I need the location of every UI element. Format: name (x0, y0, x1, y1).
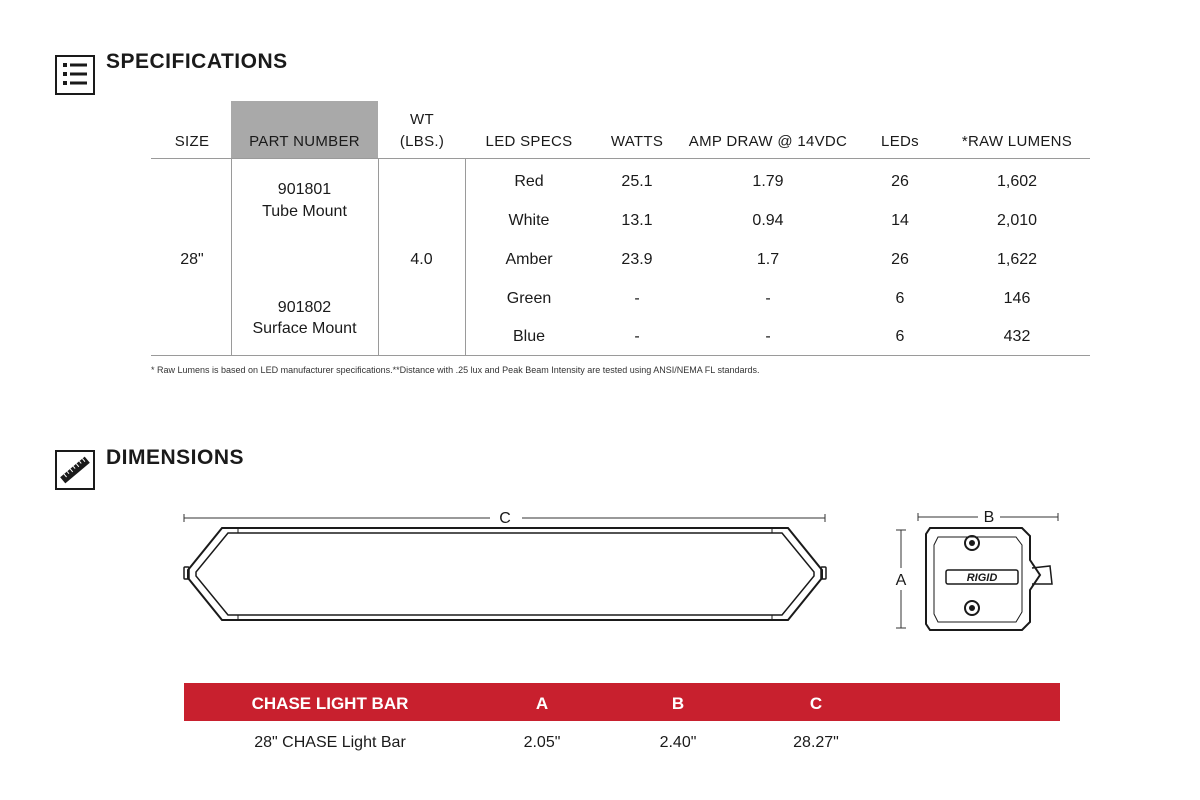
dim-row-c: 28.27" (793, 734, 839, 751)
led-spec-cell: White (508, 212, 550, 229)
lumens-cell: 146 (1003, 290, 1031, 307)
width-label: B (983, 509, 995, 526)
header-wt-line2: (LBS.) (399, 133, 445, 150)
length-label: C (499, 510, 511, 527)
led-spec-cell: Red (514, 173, 544, 190)
specifications-title: SPECIFICATIONS (106, 50, 288, 73)
lumens-cell: 1,602 (996, 173, 1038, 190)
dim-header-name: CHASE LIGHT BAR (251, 694, 409, 713)
amp-cell: - (765, 290, 771, 307)
dim-row-a: 2.05" (523, 734, 561, 751)
header-raw-lumens: *RAW LUMENS (961, 133, 1073, 150)
header-wt-line1: WT (410, 111, 434, 128)
header-amp-draw: AMP DRAW @ 14VDC (688, 133, 848, 150)
leds-cell: 26 (891, 251, 909, 268)
leds-cell: 26 (891, 173, 909, 190)
header-watts: WATTS (610, 133, 664, 150)
watts-cell: 23.9 (621, 251, 653, 268)
watts-cell: 25.1 (621, 173, 653, 190)
led-spec-cell: Green (506, 290, 552, 307)
dim-row-b: 2.40" (659, 734, 697, 751)
dim-header-b: B (671, 694, 685, 713)
light-bar-front-view (184, 528, 826, 620)
header-leds: LEDs (881, 133, 919, 150)
dim-header-a: A (535, 694, 549, 713)
watts-cell: - (634, 290, 640, 307)
height-label: A (895, 572, 907, 589)
watts-cell: 13.1 (621, 212, 653, 229)
spec-footnote: * Raw Lumens is based on LED manufacturer specifications.**Distance with .25 lux and Peak Beam Intensity are tested using ANSI/NEMA FL standards. (151, 365, 760, 375)
watts-cell: - (634, 328, 640, 345)
leds-cell: 6 (895, 328, 905, 345)
header-part-number: PART NUMBER (249, 133, 360, 150)
leds-cell: 6 (895, 290, 905, 307)
size-cell: 28" (180, 251, 204, 268)
part-mount-2: Surface Mount (252, 320, 357, 337)
lumens-cell: 432 (1003, 328, 1031, 345)
lumens-cell: 1,622 (996, 251, 1038, 268)
part-mount-1: Tube Mount (262, 203, 347, 220)
amp-cell: 1.79 (752, 173, 784, 190)
dimensions-title: DIMENSIONS (106, 446, 245, 469)
weight-cell: 4.0 (410, 251, 433, 268)
amp-cell: 0.94 (752, 212, 784, 229)
dim-row-name: 28" CHASE Light Bar (254, 734, 406, 751)
amp-cell: 1.7 (756, 251, 780, 268)
header-size: SIZE (174, 133, 210, 150)
amp-cell: - (765, 328, 771, 345)
part-number-1: 901801 (277, 181, 332, 198)
led-spec-cell: Blue (512, 328, 546, 345)
leds-cell: 14 (891, 212, 909, 229)
led-spec-cell: Amber (505, 251, 553, 268)
part-number-2: 901802 (277, 299, 332, 316)
header-led-specs: LED SPECS (485, 133, 573, 150)
rigid-logo: RIGID (966, 572, 998, 584)
dim-header-c: C (809, 694, 823, 713)
lumens-cell: 2,010 (996, 212, 1038, 229)
